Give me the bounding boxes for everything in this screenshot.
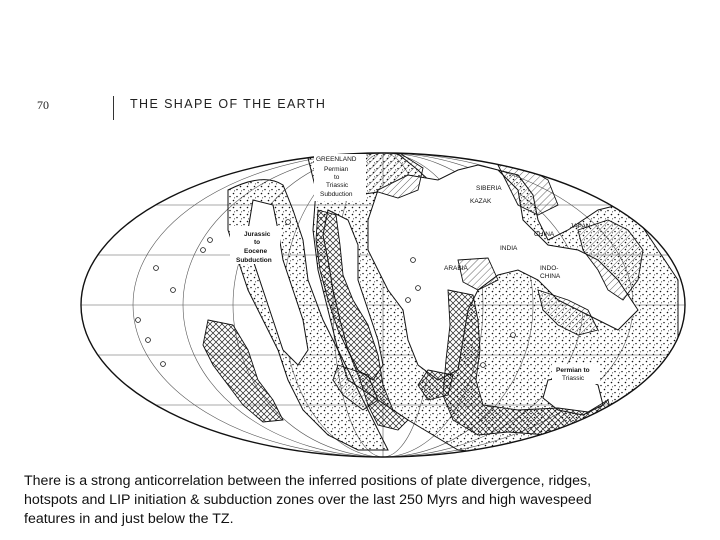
page-header (37, 96, 327, 120)
label-indochina-2: CHINA (540, 273, 561, 280)
label-permian-right-2: Triassic (562, 375, 585, 382)
label-permian-top-3: Triassic (326, 182, 349, 189)
label-siberia: SIBERIA (476, 185, 502, 192)
label-permian-right-1: Permian to (556, 367, 590, 374)
label-permian-top-4: Subduction (320, 191, 353, 198)
header-divider (113, 96, 114, 120)
label-greenland: GREENLAND (316, 156, 357, 163)
mollweide-map (78, 150, 688, 470)
label-china: CHINA (534, 231, 555, 238)
label-india: INDIA (500, 245, 518, 252)
label-jurassic-4: Subduction (236, 257, 272, 264)
world-map-figure (78, 150, 688, 470)
label-arabia: ARABIA (444, 265, 468, 272)
slide-caption: There is a strong anticorrelation between the inferred positions of plate divergence, ridges, hotspots and LIP initiation & subduction zones over the last 250 Myrs and high wavespeed features in and just below the TZ. (24, 473, 592, 527)
label-jurassic-3: Eocene (244, 248, 268, 255)
label-japan: JAPAN (570, 223, 591, 230)
label-kazak: KAZAK (470, 198, 492, 205)
label-jurassic-2: to (254, 239, 261, 246)
label-jurassic-1: Jurassic (244, 231, 271, 238)
label-permian-top-2: to (334, 174, 340, 181)
label-permian-top-1: Permian (324, 166, 349, 173)
page-number: 70 (37, 98, 49, 112)
running-title: THE SHAPE OF THE EARTH (130, 97, 327, 111)
label-indochina-1: INDO- (540, 265, 559, 272)
